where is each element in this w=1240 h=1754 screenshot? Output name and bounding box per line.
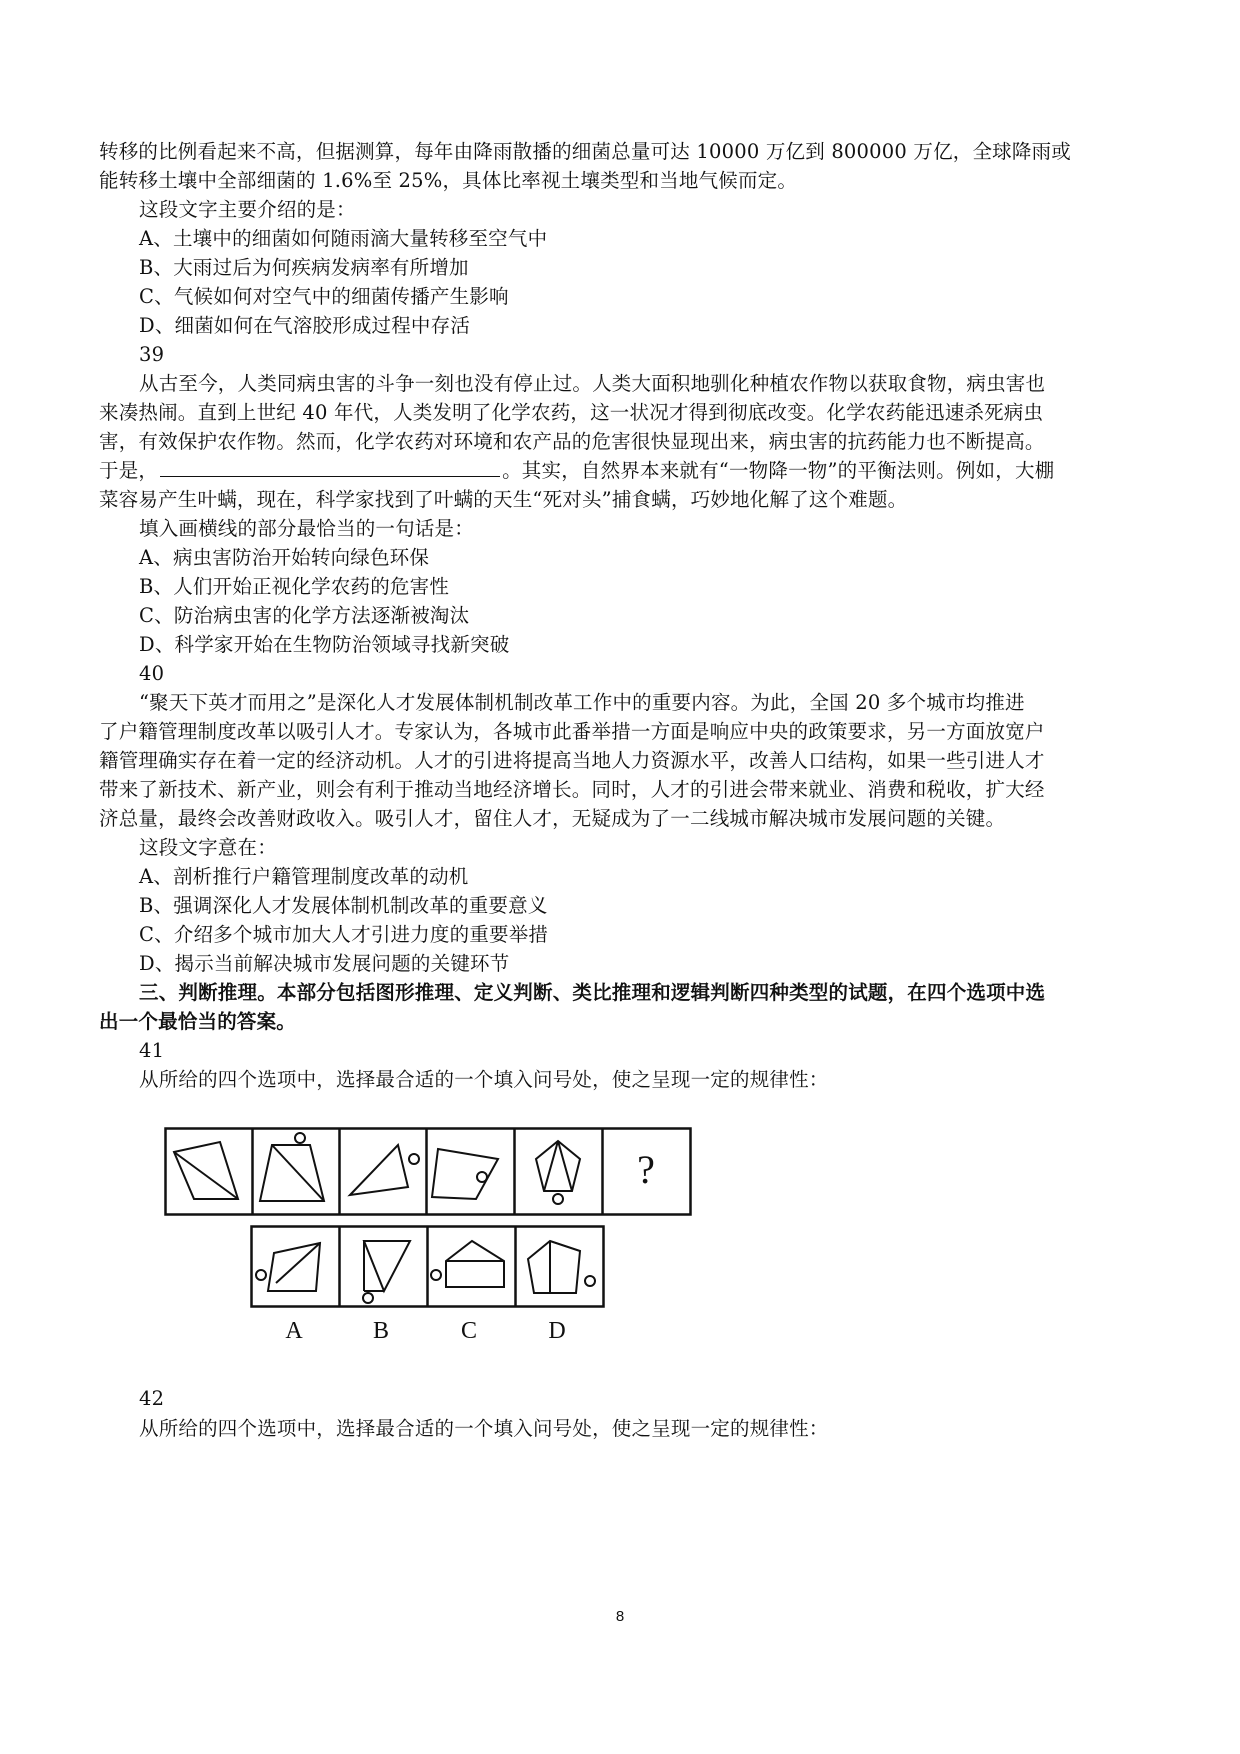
- q41-option-label-b: B: [372, 1318, 389, 1344]
- q41-option-a-figure: [256, 1243, 320, 1291]
- q40-passage-line-3: 籍管理确实存在着一定的经济动机。人才的引进将提高当地人力资源水平，改善人口结构，如果一些引进人才: [99, 749, 1045, 772]
- q41-number: 41: [139, 1039, 165, 1062]
- q40-passage-line-1: “聚天下英才而用之”是深化人才发展体制机制改革工作中的重要内容。为此，全国 20 多个城市均推进: [139, 691, 1025, 714]
- q40-passage-line-4: 带来了新技术、新产业，则会有利于推动当地经济增长。同时，人才的引进会带来就业、消费和税收，扩大经: [99, 778, 1045, 801]
- q39-option-b: B、人们开始正视化学农药的危害性: [139, 575, 450, 598]
- q41-figure-5: [536, 1141, 580, 1204]
- q38-option-b: B、大雨过后为何疾病发病率有所增加: [139, 256, 469, 279]
- q41-option-c-figure: [431, 1241, 504, 1287]
- q38-option-c: C、气候如何对空气中的细菌传播产生影响: [139, 285, 509, 308]
- section-3-heading-line-2: 出一个最恰当的答案。: [99, 1010, 297, 1033]
- q41-option-label-d: D: [548, 1318, 566, 1344]
- q38-question: 这段文字主要介绍的是：: [139, 198, 356, 221]
- q39-line4-start: 于是，: [99, 459, 159, 482]
- fill-in-blank: [160, 456, 500, 477]
- q42-prompt: 从所给的四个选项中，选择最合适的一个填入问号处，使之呈现一定的规律性：: [139, 1417, 829, 1440]
- q41-figure-2: [260, 1133, 324, 1201]
- q38-option-d: D、细菌如何在气溶胶形成过程中存活: [139, 314, 471, 337]
- q39-line4-end: 。其实，自然界本来就有“一物降一物”的平衡法则。例如，大棚: [502, 459, 1055, 482]
- q41-option-b-figure: [363, 1241, 410, 1303]
- q40-option-c: C、介绍多个城市加大人才引进力度的重要举措: [139, 923, 549, 946]
- q41-prompt: 从所给的四个选项中，选择最合适的一个填入问号处，使之呈现一定的规律性：: [139, 1068, 829, 1091]
- q40-passage-line-5: 济总量，最终会改善财政收入。吸引人才，留住人才，无疑成为了一二线城市解决城市发展问题的关键。: [99, 807, 1006, 830]
- q41-row-frame: [166, 1129, 691, 1215]
- q39-option-d: D、科学家开始在生物防治领域寻找新突破: [139, 633, 510, 656]
- q41-option-label-c: C: [460, 1318, 477, 1344]
- q39-passage-line-3: 害，有效保护农作物。然而，化学农药对环境和农产品的危害很快显现出来，病虫害的抗药能力也不断提高。: [99, 430, 1045, 453]
- q41-figure-1: [174, 1142, 238, 1209]
- q39-passage-line-5: 菜容易产生叶螨，现在，科学家找到了叶螨的天生“死对头”捕食螨，巧妙地化解了这个难题。: [99, 488, 908, 511]
- q39-passage-line-1: 从古至今，人类同病虫害的斗争一刻也没有停止过。人类大面积地驯化种植农作物以获取食物，病虫害也: [139, 372, 1046, 395]
- q39-passage-line-2: 来凑热闹。直到上世纪 40 年代，人类发明了化学农药，这一状况才得到彻底改变。化学农药能迅速杀死病虫: [99, 401, 1044, 424]
- q39-question: 填入画横线的部分最恰当的一句话是：: [139, 517, 474, 540]
- q41-option-d-figure: [528, 1241, 595, 1293]
- q39-option-a: A、病虫害防治开始转向绿色环保: [139, 546, 430, 569]
- q39-number: 39: [139, 343, 165, 366]
- page-number: 8: [615, 1608, 625, 1625]
- q40-option-b: B、强调深化人才发展体制机制改革的重要意义: [139, 894, 548, 917]
- q42-number: 42: [139, 1387, 165, 1410]
- q40-number: 40: [139, 662, 165, 685]
- q40-option-d: D、揭示当前解决城市发展问题的关键环节: [139, 952, 510, 975]
- q41-figure-3: [350, 1145, 419, 1195]
- q41-option-figure-row: [250, 1225, 605, 1309]
- q40-option-a: A、剖析推行户籍管理制度改革的动机: [139, 865, 469, 888]
- q38-passage-line-2: 能转移土壤中全部细菌的 1.6%至 25%，具体比率视土壤类型和当地气候而定。: [99, 169, 798, 192]
- q39-option-c: C、防治病虫害的化学方法逐渐被淘汰: [139, 604, 470, 627]
- q40-passage-line-2: 了户籍管理制度改革以吸引人才。专家认为，各城市此番举措一方面是响应中央的政策要求，另一方面放宽户: [99, 720, 1045, 743]
- q41-option-label-a: A: [285, 1318, 303, 1344]
- q38-passage-line-1: 转移的比例看起来不高，但据测算，每年由降雨散播的细菌总量可达 10000 万亿到 800000 万亿，全球降雨或: [99, 140, 1071, 163]
- q38-option-a: A、土壤中的细菌如何随雨滴大量转移至空气中: [139, 227, 548, 250]
- section-3-heading-line-1: 三、判断推理。本部分包括图形推理、定义判断、类比推理和逻辑判断四种类型的试题，在四个选项中选: [139, 981, 1046, 1004]
- q40-question: 这段文字意在：: [139, 836, 277, 859]
- q41-figure-4: [432, 1149, 498, 1199]
- q41-question-figure-row: [164, 1127, 692, 1217]
- q41-question-mark: ?: [637, 1147, 655, 1192]
